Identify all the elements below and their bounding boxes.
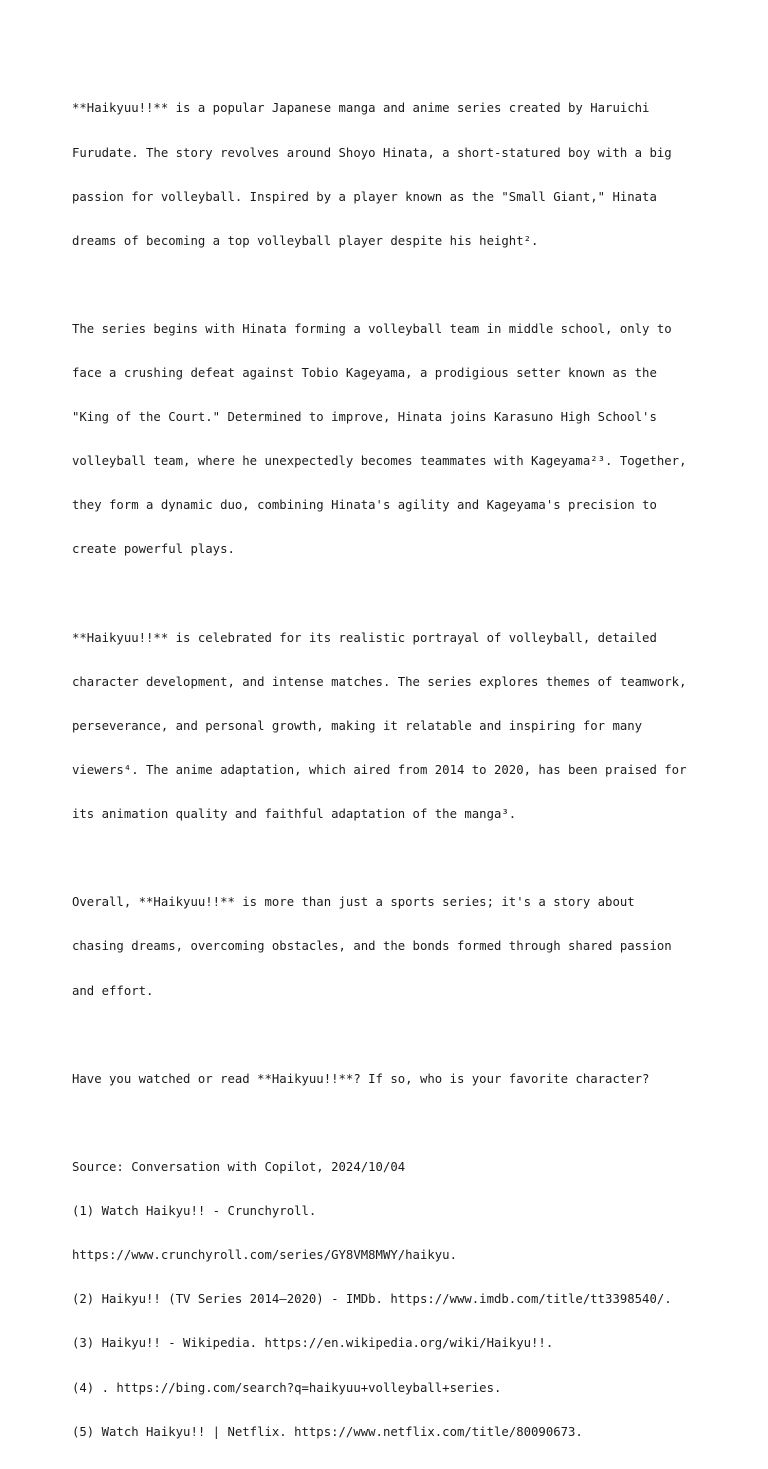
paragraph-reception — [72, 601, 712, 851]
text-line: passion for volleyball. Inspired by a player known as the "Small Giant," Hinata — [72, 189, 657, 204]
text-line: "King of the Court." Determined to improve, Hinata joins Karasuno High School's — [72, 410, 657, 425]
text-line: **Haikyuu!!** is a popular Japanese manga and anime series created by Haruichi — [72, 101, 650, 116]
source-item: (1) Watch Haikyu!! - Crunchyroll. — [72, 1204, 317, 1219]
text-line: Overall, **Haikyuu!!** is more than just a sports series; it's a story about — [72, 895, 635, 910]
text-line: viewers⁴. The anime adaptation, which aired from 2014 to 2020, has been praised for — [72, 763, 687, 778]
sources-list — [72, 1131, 712, 1469]
text-line: Have you watched or read **Haikyuu!!**? If so, who is your favorite character? — [72, 1071, 650, 1086]
paragraph-overall — [72, 866, 712, 1028]
paragraph-intro — [72, 72, 712, 278]
text-line: character development, and intense matches. The series explores themes of teamwork, — [72, 674, 687, 689]
source-link: https://www.crunchyroll.com/series/GY8VM8MWY/haikyu. — [72, 1248, 457, 1263]
source-item: (5) Watch Haikyu!! | Netflix. https://www.netflix.com/title/80090673. — [72, 1424, 583, 1439]
text-line: dreams of becoming a top volleyball player despite his height². — [72, 233, 539, 248]
text-line: chasing dreams, overcoming obstacles, and the bonds formed through shared passion — [72, 939, 672, 954]
source-item: (3) Haikyu!! - Wikipedia. https://en.wikipedia.org/wiki/Haikyu!!. — [72, 1336, 554, 1351]
text-line: face a crushing defeat against Tobio Kageyama, a prodigious setter known as the — [72, 366, 657, 381]
text-line: perseverance, and personal growth, making it relatable and inspiring for many — [72, 718, 643, 733]
text-line: its animation quality and faithful adaptation of the manga³. — [72, 807, 517, 822]
text-line: The series begins with Hinata forming a volleyball team in middle school, only to — [72, 321, 672, 336]
source-item: (2) Haikyu!! (TV Series 2014–2020) - IMDb. https://www.imdb.com/title/tt3398540/. — [72, 1292, 672, 1307]
text-line: **Haikyuu!!** is celebrated for its realistic portrayal of volleyball, detailed — [72, 630, 657, 645]
text-line: they form a dynamic duo, combining Hinata's agility and Kageyama's precision to — [72, 498, 657, 513]
document-page — [72, 72, 712, 1469]
paragraph-question — [72, 1042, 712, 1116]
text-line: and effort. — [72, 983, 154, 998]
text-line: volleyball team, where he unexpectedly becomes teammates with Kageyama²³. Together, — [72, 454, 687, 469]
text-line: Furudate. The story revolves around Shoyo Hinata, a short-statured boy with a big — [72, 145, 672, 160]
paragraph-story — [72, 293, 712, 587]
text-line: create powerful plays. — [72, 542, 235, 557]
source-item: (4) . https://bing.com/search?q=haikyuu+volleyball+series. — [72, 1380, 502, 1395]
source-heading: Source: Conversation with Copilot, 2024/10/04 — [72, 1159, 406, 1174]
